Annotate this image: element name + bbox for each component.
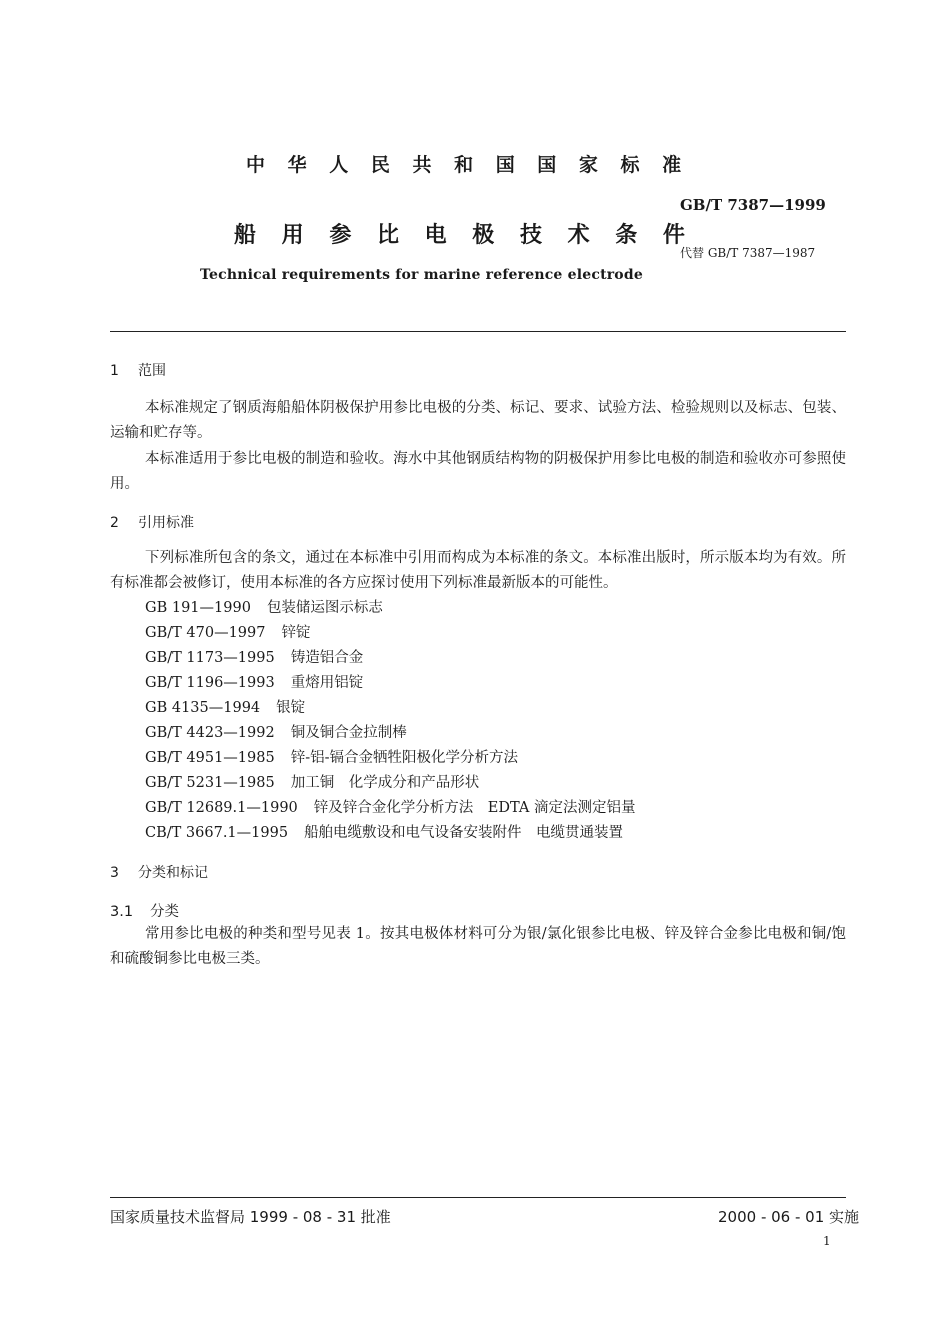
reference-title: 包装储运图示标志 xyxy=(266,600,383,616)
reference-title: 银锭 xyxy=(276,700,306,716)
reference-item xyxy=(145,746,635,771)
effective-date: 2000 - 06 - 01 实施 xyxy=(718,1208,860,1226)
section-3-title: 分类和标记 xyxy=(138,865,208,881)
reference-item xyxy=(145,721,635,746)
reference-code: GB/T 4423—1992 xyxy=(145,725,275,741)
page-number: 1 xyxy=(823,1234,831,1248)
reference-title: 锌及锌合金化学分析方法 EDTA 滴定法测定铝量 xyxy=(313,800,636,816)
standard-number: GB/T 7387—1999 xyxy=(680,196,826,214)
reference-code: GB/T 1196—1993 xyxy=(145,675,275,691)
header-divider xyxy=(110,331,846,332)
reference-item xyxy=(145,796,635,821)
reference-item xyxy=(145,821,635,846)
reference-code: GB 191—1990 xyxy=(145,600,251,616)
reference-title: 铸造铝合金 xyxy=(290,650,364,666)
footer-divider xyxy=(110,1197,846,1198)
section-3-heading xyxy=(110,862,208,882)
section-2-heading xyxy=(110,512,194,532)
section-1-paragraph-1: 本标准规定了钢质海船船体阴极保护用参比电极的分类、标记、要求、试验方法、检验规则以及标志、包装、运输和贮存等。 xyxy=(110,400,846,441)
reference-code: GB/T 5231—1985 xyxy=(145,775,275,791)
subsection-3-1-title: 分类 xyxy=(150,904,179,920)
replaces-note: 代替 GB/T 7387—1987 xyxy=(680,246,816,260)
country-standard-title: 中 华 人 民 共 和 国 国 家 标 准 xyxy=(246,154,690,176)
reference-title: 船舶电缆敷设和电气设备安装附件 电缆贯通装置 xyxy=(304,825,624,841)
section-2-title: 引用标准 xyxy=(138,515,194,531)
reference-code: GB/T 4951—1985 xyxy=(145,750,275,766)
subsection-3-1-paragraph: 常用参比电极的种类和型号见表 1。按其电极体材料可分为银/氯化银参比电极、锌及锌合金参比电极和铜/饱和硫酸铜参比电极三类。 xyxy=(110,926,846,967)
issued-by: 国家质量技术监督局 1999 - 08 - 31 批准 xyxy=(110,1208,391,1226)
section-1-title: 范围 xyxy=(138,363,166,379)
reference-title: 锌-铝-镉合金牺牲阳极化学分析方法 xyxy=(290,750,519,766)
reference-code: GB/T 12689.1—1990 xyxy=(145,800,298,816)
reference-title: 加工铜 化学成分和产品形状 xyxy=(290,775,480,791)
reference-title: 铜及铜合金拉制棒 xyxy=(290,725,407,741)
reference-item xyxy=(145,771,635,796)
section-3-number: 3 xyxy=(110,865,119,881)
subsection-3-1-number: 3.1 xyxy=(110,904,134,920)
english-title: Technical requirements for marine reference electrode xyxy=(200,267,643,283)
reference-item xyxy=(145,671,635,696)
reference-code: GB 4135—1994 xyxy=(145,700,261,716)
section-2-number: 2 xyxy=(110,515,119,531)
section-1-number: 1 xyxy=(110,363,119,379)
section-2-intro: 下列标准所包含的条文，通过在本标准中引用而构成为本标准的条文。本标准出版时，所示版本均为有效。所有标准都会被修订，使用本标准的各方应探讨使用下列标准最新版本的可能性。 xyxy=(110,550,846,591)
reference-title: 锌锭 xyxy=(281,625,311,641)
section-1-heading xyxy=(110,360,166,380)
reference-code: GB/T 1173—1995 xyxy=(145,650,275,666)
normative-reference-list xyxy=(145,596,635,846)
reference-code: GB/T 470—1997 xyxy=(145,625,266,641)
reference-item xyxy=(145,646,635,671)
section-1-paragraph-2: 本标准适用于参比电极的制造和验收。海水中其他钢质结构物的阴极保护用参比电极的制造和验收亦可参照使用。 xyxy=(110,451,846,492)
reference-item xyxy=(145,621,635,646)
reference-code: CB/T 3667.1—1995 xyxy=(145,825,289,841)
document-title: 船 用 参 比 电 极 技 术 条 件 xyxy=(234,223,694,248)
subsection-3-1-heading xyxy=(110,900,179,921)
reference-title: 重熔用铝锭 xyxy=(290,675,364,691)
reference-item xyxy=(145,696,635,721)
reference-item xyxy=(145,596,635,621)
